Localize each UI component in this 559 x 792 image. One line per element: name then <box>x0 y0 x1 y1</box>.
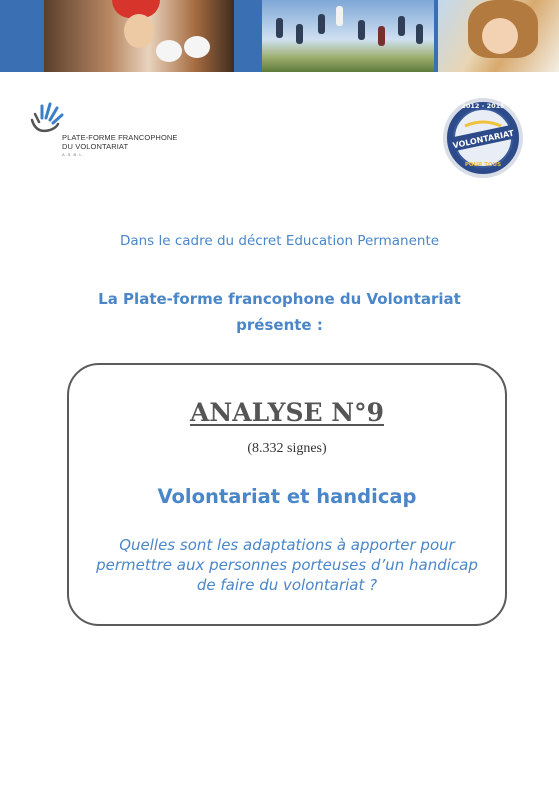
child-photo <box>438 0 559 72</box>
question-line: de faire du volontariat ? <box>196 576 378 594</box>
clown-photo <box>44 0 234 72</box>
badge-tagline: POUR TOUS <box>464 162 502 168</box>
jumper-figure <box>378 26 385 46</box>
hand-icon <box>30 100 64 136</box>
clown-glove-shape <box>156 40 182 62</box>
presenter-block <box>0 286 559 338</box>
jumper-figure <box>336 6 343 26</box>
platform-logo <box>30 100 190 160</box>
clown-face-shape <box>124 14 154 48</box>
question-line: permettre aux personnes porteuses d’un handicap <box>96 556 478 574</box>
analysis-card <box>67 363 507 626</box>
jumper-figure <box>276 18 283 38</box>
logo-line-3: A.S.B.L. <box>62 152 85 157</box>
badge-graphic <box>441 96 525 180</box>
jumper-figure <box>398 16 405 36</box>
analysis-question <box>69 535 505 595</box>
jumper-figure <box>416 24 423 44</box>
jumper-figure <box>358 20 365 40</box>
analysis-subject: Volontariat et handicap <box>157 485 417 508</box>
jumper-figure <box>318 14 325 34</box>
badge-years: 2012 - 2015 <box>461 102 505 110</box>
jumper-figure <box>296 24 303 44</box>
header-banner <box>0 0 559 72</box>
clown-glove-shape <box>184 36 210 58</box>
analysis-title: ANALYSE N°9 <box>189 398 385 427</box>
volontariat-badge <box>441 96 525 180</box>
logo-line-1: PLATE-FORME FRANCOPHONE <box>62 133 178 142</box>
logo-line-2: DU VOLONTARIAT <box>62 142 129 151</box>
question-line: Quelles sont les adaptations à apporter pour <box>119 536 455 554</box>
presents-label: présente : <box>236 316 323 334</box>
badge-word: VOLONTARIAT <box>451 128 515 151</box>
presenter-name: La Plate-forme francophone du Volontariat <box>98 290 461 308</box>
jumping-people-photo <box>262 0 434 72</box>
decree-line: Dans le cadre du décret Education Permanente <box>119 233 440 249</box>
sign-count: (8.332 signes) <box>247 441 327 456</box>
child-face-shape <box>482 18 518 54</box>
